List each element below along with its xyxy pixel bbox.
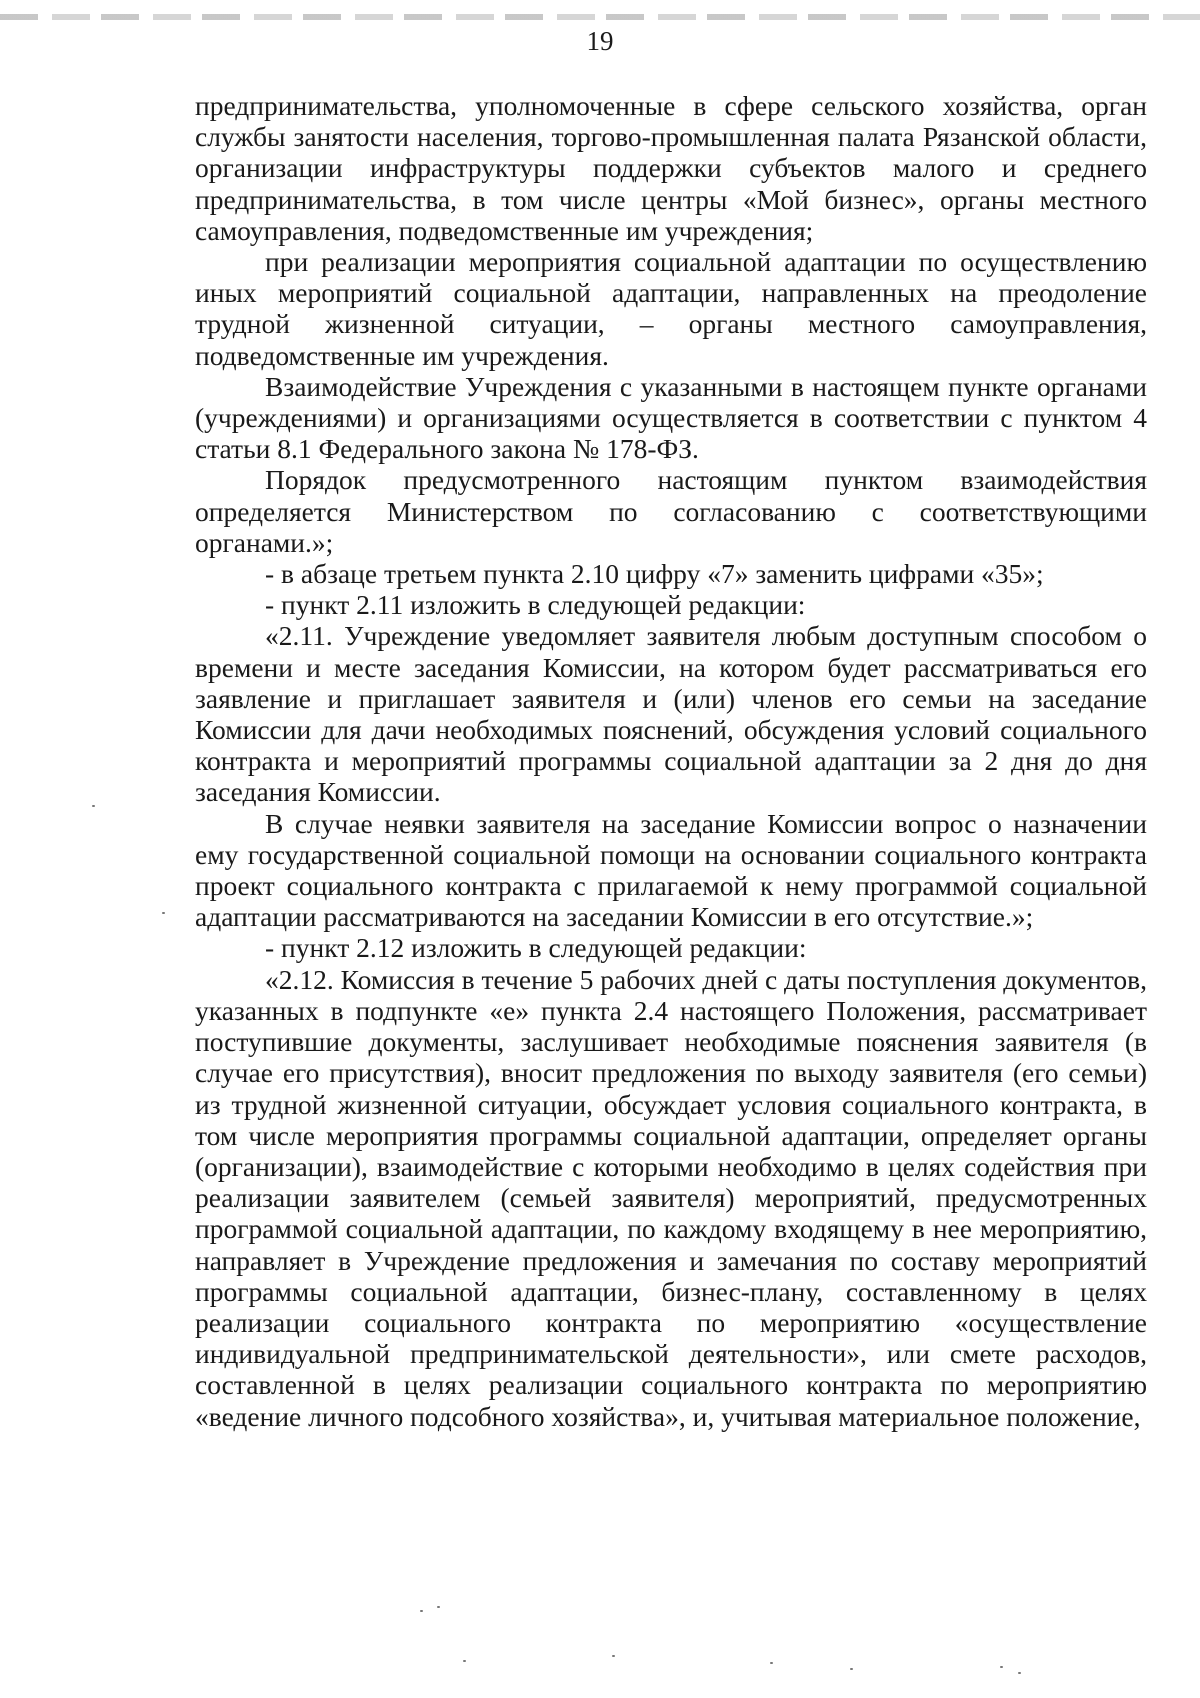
scan-speck [92, 805, 95, 807]
paragraph-5: - в абзаце третьем пункта 2.10 цифру «7» заменить цифрами «35»; [265, 558, 1044, 590]
scan-speck [463, 1660, 466, 1662]
scan-speck [612, 1655, 615, 1657]
scan-speck [850, 1668, 853, 1670]
paragraph-4: Порядок предусмотренного настоящим пунктом взаимодействия определяется Министерством по согласованию с соответствующими органами.»; [195, 464, 1147, 558]
scan-speck [162, 912, 165, 914]
page-number: 19 [586, 26, 614, 56]
scan-speck [770, 1662, 773, 1664]
paragraph-1: предпринимательства, уполномоченные в сфере сельского хозяйства, орган службы занятости населения, торгово-промышленная палата Рязанской области, организации инфраструктуры поддержки субъектов малого и среднего предпринимательства, в том числе центры «Мой бизнес», органы местного самоуправления, подведомственные им учреждения; [195, 90, 1147, 246]
paragraph-2: при реализации мероприятия социальной адаптации по осуществлению иных мероприятий социальной адаптации, направленных на преодоление трудной жизненной ситуации, – органы местного самоуправления, подведомственные им учреждения. [195, 246, 1147, 371]
document-body [195, 90, 1147, 1432]
paragraph-6: - пункт 2.11 изложить в следующей редакции: [265, 589, 806, 621]
paragraph-8: В случае неявки заявителя на заседание Комиссии вопрос о назначении ему государственной социальной помощи на основании социального контракта проект социального контракта с прилагаемой к нему программой социальной адаптации рассматриваются на заседании Комиссии в его отсутствие.»; [195, 807, 1147, 933]
scan-speck [1018, 1672, 1021, 1674]
paragraph-9: - пункт 2.12 изложить в следующей редакции: [265, 932, 807, 964]
scan-speck [1000, 1666, 1003, 1668]
scan-speck [437, 1606, 440, 1608]
scan-top-edge [0, 14, 1200, 20]
paragraph-10: «2.12. Комиссия в течение 5 рабочих дней с даты поступления документов, указанных в подпункте «е» пункта 2.4 настоящего Положения, рассматривает поступившие документы, заслушивает необходимые пояснения заявителя (в случае его присутствия), вносит предложения по выходу заявителя (его семьи) из трудной жизненной ситуации, обсуждает условия социального контракта, в том числе мероприятия программы социальной адаптации, определяет органы (организации), взаимодействие с которыми необходимо в целях содействия при реализации заявителем (семьей заявителя) мероприятий, предусмотренных программой социальной адаптации, по каждому входящему в нее мероприятию, направляет в Учреждение предложения и замечания по составу мероприятий программы социальной адаптации, бизнес-плану, составленному в целях реализации социального контракта по мероприятию «осуществление индивидуальной предпринимательской деятельности», или смете расходов, составленной в целях реализации социального контракта по мероприятию «ведение личного подсобного хозяйства», и, учитывая материальное положение, [195, 963, 1147, 1432]
scan-speck [420, 1610, 423, 1612]
paragraph-7: «2.11. Учреждение уведомляет заявителя любым доступным способом о времени и месте заседания Комиссии, на котором будет рассматриваться его заявление и приглашает заявителя и (или) членов его семьи на заседание Комиссии для дачи необходимых пояснений, обсуждения условий социального контракта и мероприятий программы социальной адаптации за 2 дня до дня заседания Комиссии. [195, 620, 1147, 808]
paragraph-3: Взаимодействие Учреждения с указанными в настоящем пункте органами (учреждениями) и организациями осуществляется в соответствии с пунктом 4 статьи 8.1 Федерального закона № 178-ФЗ. [195, 370, 1147, 465]
